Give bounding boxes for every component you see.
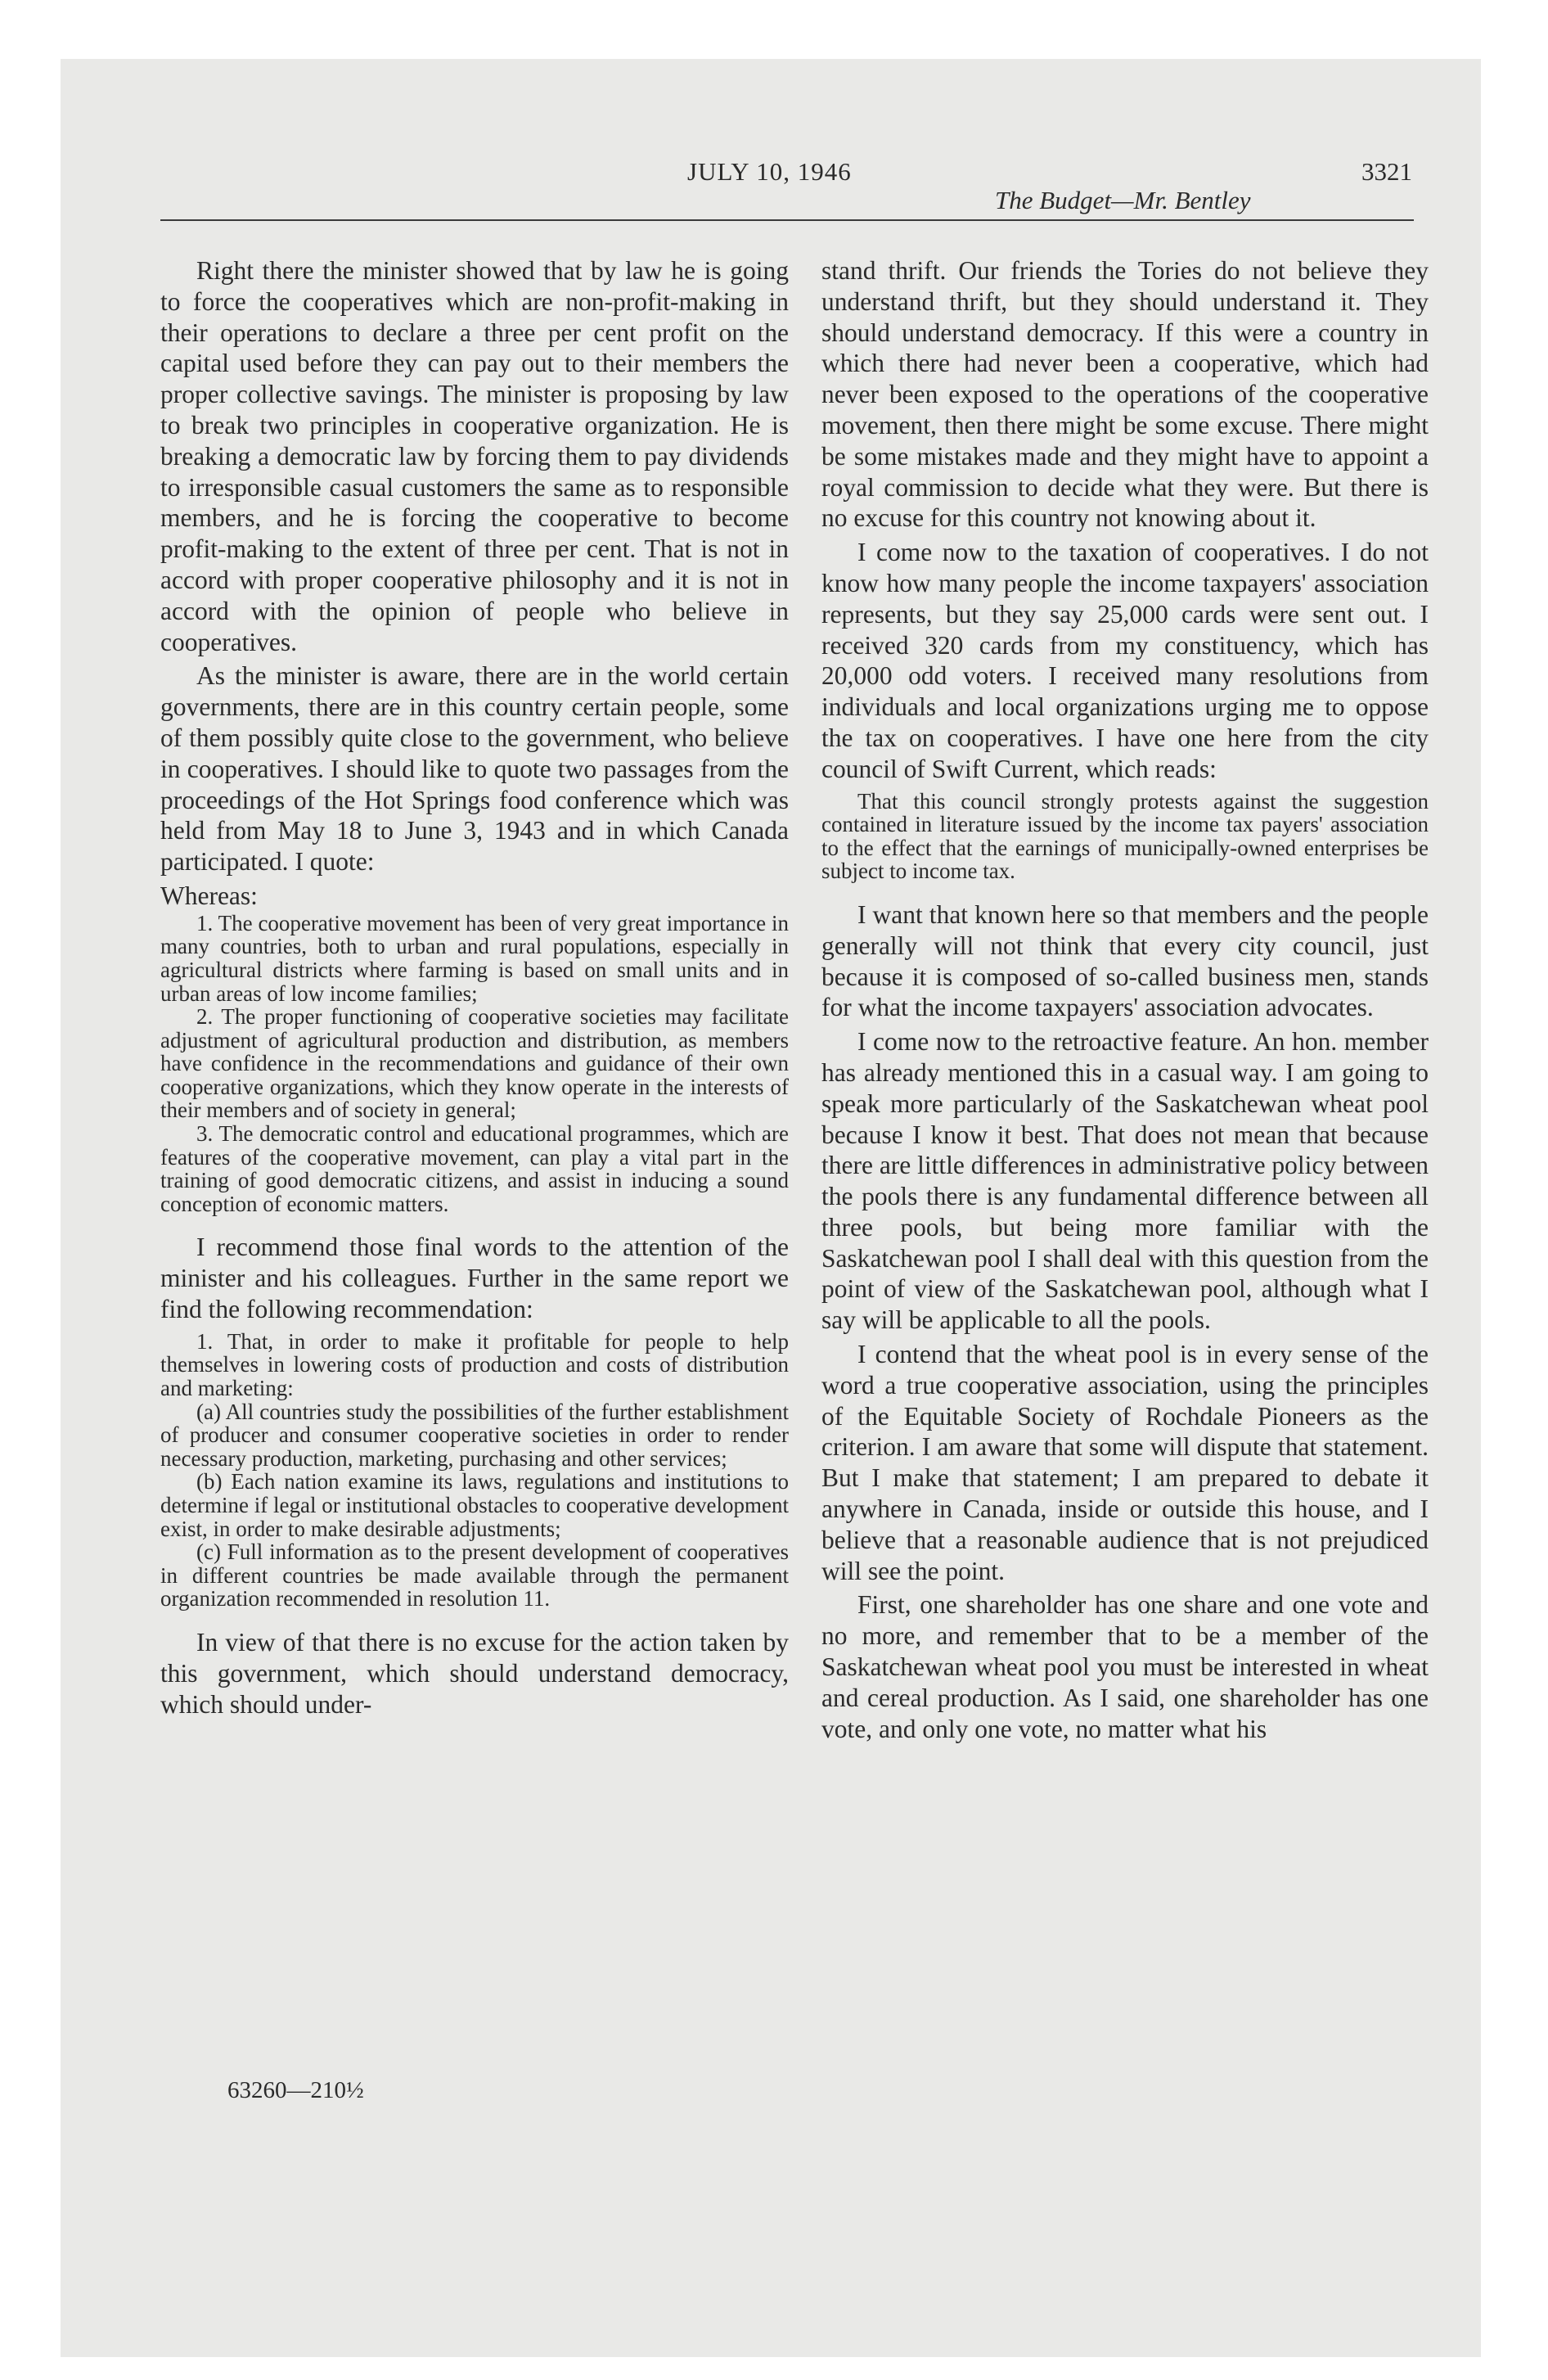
paragraph: I recommend those final words to the attention of the minister and his colleagues. Further in the same report we find the following recommendation: [160,1233,789,1324]
quoted-clause: 2. The proper functioning of cooperative societies may facilitate adjustment of agricultural production and distribution, as members have confidence in the recommendations and guidance of their own cooperative organizations, which they know operate in the interests of their members and of society in general; [160,1004,789,1123]
paragraph: Right there the minister showed that by law he is going to force the cooperatives which are non-profit-making in their operations to declare a three per cent profit on the capital used before they can pay out to their members the proper collective savings. The minister is proposing by law to break two principles in cooperative organization. He is breaking a democratic law by forcing them to pay dividends to irresponsible casual customers the same as to responsible members, and he is forcing the cooperative to become profit-making to the extent of three per cent. That is not in accord with proper cooperative philosophy and it is not in accord with the opinion of people who believe in cooperatives. [160,256,789,656]
printer-code: 63260—210½ [227,2077,364,2103]
paragraph: First, one shareholder has one share and one vote and no more, and remember that to be a member of the Saskatchewan wheat pool you must be interested in wheat and cereal production. As I said, one shareholder has one vote, and only one vote, no matter what his [821,1590,1429,1743]
quoted-clause: 3. The democratic control and educational programmes, which are features of the cooperative movement, can play a vital part in the training of good democratic citizens, and assist in inducing a sound conception of economic matters. [160,1121,789,1216]
quoted-clause: 1. The cooperative movement has been of very great importance in many countries, both to urban and rural populations, especially in agricultural districts where farming is based on small units and in urban areas of low income families; [160,910,789,1006]
recommendation: 1. That, in order to make it profitable for people to help themselves in lowering costs of production and costs of distribution and marketing: [160,1328,789,1401]
paragraph: stand thrift. Our friends the Tories do not believe they understand thrift, but they should understand it. They should understand democracy. If this were a country in which there had never been a cooperative, which had never been exposed to the operations of the cooperative movement, then there might be some excuse. There might be some mistakes made and they might have to appoint a royal commission to decide what they were. But there is no excuse for this country not knowing about it. [821,256,1429,533]
right-column [821,255,1429,1747]
quoted-resolution: That this council strongly protests against the suggestion contained in literature issued by the income tax payers' association to the effect that the earnings of municipally-owned enterprises be subject to income tax. [821,788,1429,884]
paragraph: I come now to the retroactive feature. An hon. member has already mentioned this in a casual way. I am going to speak more particularly of the Saskatchewan wheat pool because I know it best. That does not mean that because there are little differences in administrative policy between the pools there is any fundamental difference between all three pools, but being more familiar with the Saskatchewan pool I shall deal with this question from the point of view of the Saskatchewan pool, although what I say will be applicable to all the pools. [821,1027,1429,1335]
paragraph: I want that known here so that members and the people generally will not think that every city council, just because it is composed of so-called business men, stands for what the income taxpayers' association advocates. [821,899,1429,1022]
paragraph: In view of that there is no excuse for the action taken by this government, which should understand democracy, which should under- [160,1627,789,1719]
header-date: JULY 10, 1946 [687,157,852,186]
left-column [160,255,789,1723]
paragraph: I come now to the taxation of cooperatives. I do not know how many people the income taxpayers' association represents, but they say 25,000 cards were sent out. I received 320 cards from my constituency, which has 20,000 odd voters. I received many resolutions from individuals and local organizations urging me to oppose the tax on cooperatives. I have one here from the city council of Swift Current, which reads: [821,538,1429,783]
quote-intro: Whereas: [160,881,258,910]
paragraph: I contend that the wheat pool is in every sense of the word a true cooperative association, using the principles of the Equitable Society of Rochdale Pioneers as the criterion. I am aware that some will dispute that statement. But I make that statement; I am prepared to debate it anywhere in Canada, inside or outside this house, and I believe that a reasonable audience that is not prejudiced will see the point. [821,1340,1429,1585]
recommendation-item: (c) Full information as to the present development of cooperatives in different countries be made available through the permanent organization recommended in resolution 11. [160,1539,789,1611]
header-rule [160,219,1414,221]
page-number: 3321 [1361,157,1412,186]
recommendation-item: (b) Each nation examine its laws, regulations and institutions to determine if legal or institutional obstacles to cooperative development exist, in order to make desirable adjustments; [160,1469,789,1541]
paragraph: As the minister is aware, there are in the world certain governments, there are in this country certain people, some of them possibly quite close to the government, who believe in cooperatives. I should like to quote two passages from the proceedings of the Hot Springs food conference which was held from May 18 to June 3, 1943 and in which Canada participated. I quote: [160,661,789,877]
recommendation-item: (a) All countries study the possibilities of the further establishment of producer and consumer cooperative societies in order to render necessary production, marketing, purchasing and other services; [160,1399,789,1471]
running-head-subject: The Budget—Mr. Bentley [995,186,1251,214]
